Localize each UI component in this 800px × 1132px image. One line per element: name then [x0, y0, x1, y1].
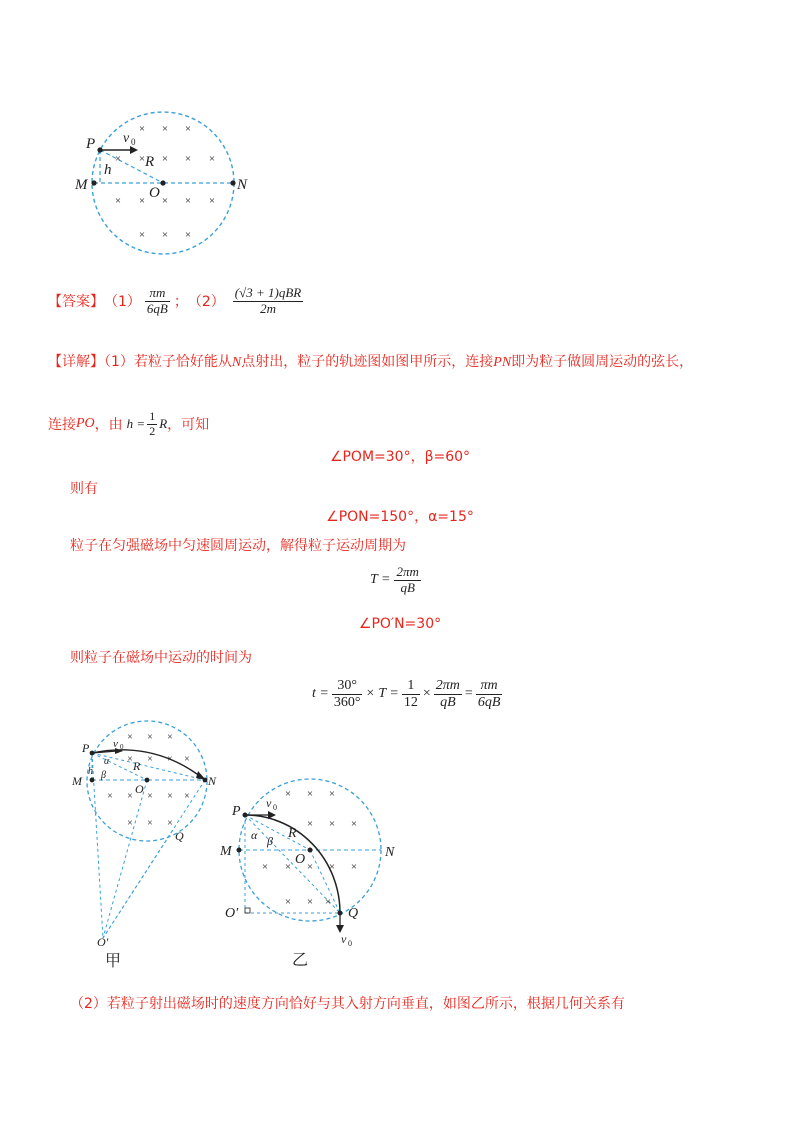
svg-text:M: M: [72, 774, 82, 788]
svg-text:×: ×: [167, 732, 173, 743]
svg-text:×: ×: [138, 153, 146, 165]
svg-text:×: ×: [161, 195, 169, 207]
svg-text:×: ×: [306, 861, 314, 873]
svg-text:v: v: [266, 796, 272, 810]
svg-text:×: ×: [306, 818, 314, 830]
label-O: O: [149, 185, 160, 201]
svg-text:×: ×: [284, 896, 292, 908]
point-P: [97, 147, 102, 152]
svg-text:R: R: [288, 826, 297, 841]
svg-text:×: ×: [147, 818, 153, 829]
svg-text:O: O: [295, 852, 306, 867]
svg-text:O: O: [135, 782, 144, 796]
svg-text:×: ×: [167, 791, 173, 802]
text-time: 则粒子在磁场中运动的时间为: [70, 650, 252, 666]
svg-text:×: ×: [350, 818, 358, 830]
svg-text:×: ×: [127, 791, 133, 802]
svg-text:×: ×: [114, 195, 122, 207]
figure-yi: [210, 765, 410, 970]
svg-text:×: ×: [350, 861, 358, 873]
caption-yi: 乙: [292, 952, 309, 969]
detail-line1: 【详解】（1）若粒子恰好能从N点射出，粒子的轨迹图如图甲所示，连接PN即为粒子做圆周运动的弦长，: [48, 354, 694, 370]
svg-text:O′: O′: [97, 935, 109, 949]
svg-text:N: N: [385, 845, 395, 860]
svg-text:×: ×: [328, 788, 336, 800]
svg-text:h: h: [88, 766, 93, 777]
svg-text:×: ×: [306, 788, 314, 800]
svg-text:×: ×: [184, 791, 190, 802]
svg-text:α: α: [251, 828, 258, 842]
label-P: P: [86, 136, 96, 152]
svg-text:0: 0: [273, 803, 277, 812]
svg-text:×: ×: [138, 123, 146, 135]
svg-text:×: ×: [167, 754, 173, 765]
svg-text:×: ×: [328, 818, 336, 830]
label-N: N: [237, 177, 248, 193]
svg-text:β: β: [267, 834, 273, 848]
svg-text:×: ×: [114, 153, 122, 165]
svg-text:×: ×: [324, 896, 332, 908]
svg-text:×: ×: [147, 791, 153, 802]
svg-text:0: 0: [131, 137, 136, 147]
svg-text:×: ×: [127, 754, 133, 765]
svg-text:×: ×: [167, 818, 173, 829]
svg-text:P: P: [232, 804, 241, 819]
svg-text:N: N: [208, 774, 217, 788]
equation-PO-prime-N: ∠PO′N=30°: [358, 616, 442, 632]
svg-text:×: ×: [184, 754, 190, 765]
figure-top-magnetic-field: [60, 100, 260, 270]
svg-text:×: ×: [161, 123, 169, 135]
equation-PON: ∠PON=150°，α=15°: [326, 509, 474, 525]
svg-text:×: ×: [138, 229, 146, 241]
svg-text:×: ×: [208, 195, 216, 207]
label-v0: v: [123, 131, 130, 146]
answer-part2: （2）: [187, 294, 225, 310]
point-M: [91, 180, 96, 185]
svg-text:×: ×: [147, 754, 153, 765]
label-h: h: [104, 162, 112, 178]
svg-text:×: ×: [138, 195, 146, 207]
point-O: [160, 180, 165, 185]
svg-text:v: v: [113, 738, 118, 750]
detail-label: 【详解】: [48, 354, 104, 370]
svg-text:×: ×: [306, 896, 314, 908]
svg-text:β: β: [101, 770, 106, 781]
svg-text:×: ×: [184, 195, 192, 207]
svg-text:v: v: [341, 932, 347, 946]
svg-text:×: ×: [328, 861, 336, 873]
svg-text:×: ×: [147, 732, 153, 743]
part2-text: （2）若粒子射出磁场时的速度方向恰好与其入射方向垂直，如图乙所示，根据几何关系有: [70, 996, 625, 1012]
svg-text:×: ×: [184, 123, 192, 135]
svg-text:α: α: [104, 756, 110, 767]
svg-text:×: ×: [284, 788, 292, 800]
point-N: [230, 180, 235, 185]
answer-part1: （1）: [104, 294, 141, 310]
svg-text:×: ×: [161, 153, 169, 165]
detail-line2: 连接 PO ，由 h = $\frac{1}{2}$ R ，可知: [48, 409, 210, 438]
svg-text:M: M: [220, 844, 232, 859]
svg-text:×: ×: [184, 153, 192, 165]
text-period: 粒子在匀强磁场中匀速圆周运动，解得粒子运动周期为: [70, 538, 406, 554]
svg-text:×: ×: [261, 861, 269, 873]
caption-jia: 甲: [105, 953, 122, 968]
equation-t: t = $\frac{30^\circ}{360^\circ}$ × T = $\frac{1}{12}$ × $\frac{2\pi m}{qB}$ = $\frac{\pi m}{6qB}$: [312, 678, 501, 710]
svg-text:0: 0: [348, 939, 352, 948]
svg-text:×: ×: [161, 229, 169, 241]
svg-text:O′: O′: [225, 906, 239, 921]
answer-label: 【答案】: [48, 294, 104, 310]
svg-text:0: 0: [120, 743, 124, 751]
equation-POM: ∠POM=30°，β=60°: [329, 449, 471, 465]
svg-text:×: ×: [208, 153, 216, 165]
svg-text:×: ×: [107, 791, 113, 802]
answer2-fraction: $\frac{\text{(√3 + 1)qBR}}{2m}$: [234, 285, 302, 316]
answer-line: 【答案】 （1） $\frac{\pi m}{6qB}$ ； （2） $\frac{\text{(√3 + 1)qBR}}{2m}$: [48, 285, 302, 316]
svg-text:P: P: [82, 741, 90, 755]
label-M: M: [75, 177, 88, 193]
svg-text:R: R: [133, 759, 141, 773]
svg-text:×: ×: [127, 818, 133, 829]
svg-text:×: ×: [127, 732, 133, 743]
label-R: R: [145, 154, 155, 170]
svg-text:×: ×: [184, 229, 192, 241]
svg-text:×: ×: [284, 861, 292, 873]
answer1-fraction: $\frac{\pi m}{6qB}$: [146, 285, 168, 316]
equation-T: T = $\frac{2\pi m}{qB}$: [370, 564, 419, 595]
svg-text:Q: Q: [175, 829, 184, 843]
svg-text:Q: Q: [348, 906, 359, 921]
text-then: 则有: [70, 481, 98, 497]
